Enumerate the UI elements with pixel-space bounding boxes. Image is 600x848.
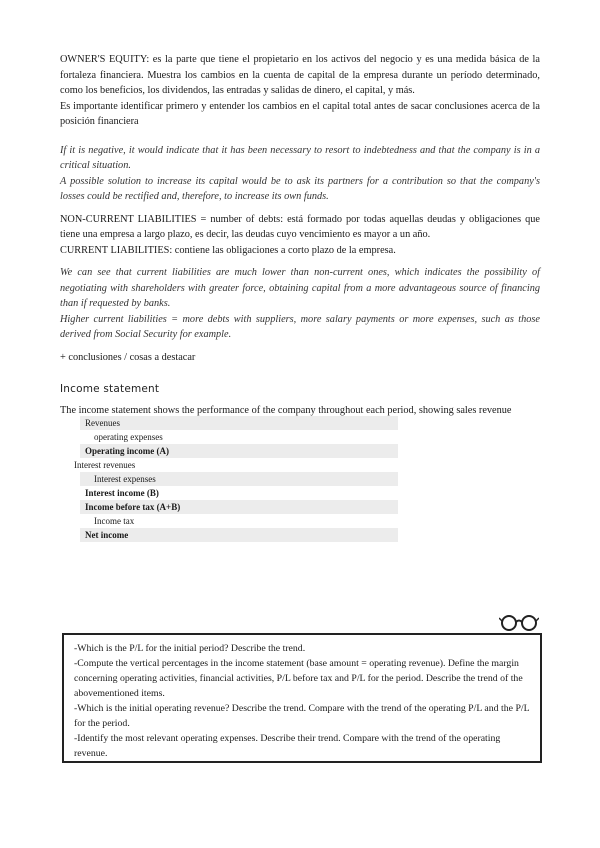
current-liabilities-observation: Higher current liabilities = more debts with suppliers, more salary payments or more expenses, such as those derived from Social Security for example.	[60, 313, 540, 340]
glasses-icon	[499, 612, 539, 632]
table-row-operating-expenses: operating expenses	[94, 432, 163, 442]
table-row-income-tax: Income tax	[94, 516, 135, 526]
negative-equity-note: If it is negative, it would indicate that it has been necessary to resort to indebtedness and that the company is in a critical situation.	[60, 144, 540, 171]
table-row-interest-income: Interest income (B)	[85, 488, 159, 498]
question-item: -Compute the vertical percentages in the income statement (base amount = operating revenue). Define the margin concerning operating activities, financial activities, P/L before tax and P/L for the period. Describe the trend of the abovementioned items.	[74, 658, 523, 699]
question-item: -Identify the most relevant operating expenses. Describe their trend. Compare with the trend of the operating revenue.	[74, 733, 501, 759]
table-row-net-income: Net income	[80, 528, 398, 542]
capital-solution-note: A possible solution to increase its capital would be to ask its partners for a contribution so that the company's losses could be rectified and, therefore, to increase its own funds.	[60, 175, 540, 202]
question-item: -Which is the P/L for the initial period? Describe the trend.	[74, 643, 306, 654]
questions-box	[62, 633, 542, 763]
income-statement-description: The income statement shows the performance of the company throughout each period, showing sales revenue	[60, 405, 512, 416]
document-body	[60, 52, 540, 419]
question-item: -Which is the initial operating revenue? Describe the trend. Compare with the trend of the operating P/L and the P/L for the period.	[74, 703, 530, 729]
income-statement-heading: Income statement	[60, 383, 160, 395]
income-statement-table	[74, 416, 398, 542]
table-row-operating-income: Operating income (A)	[80, 444, 398, 458]
table-row-interest-revenues: Interest revenues	[74, 460, 136, 470]
current-liabilities-definition: CURRENT LIABILITIES: contiene las obligaciones a corto plazo de la empresa.	[60, 244, 396, 256]
table-row-interest-expenses: Interest expenses	[80, 472, 398, 486]
table-row-income-before-tax: Income before tax (A+B)	[80, 500, 398, 514]
owners-equity-note: Es importante identificar primero y entender los cambios en el capital total antes de sacar conclusiones acerca de la posición financiera	[60, 100, 540, 127]
table-row-revenues: Revenues	[80, 416, 398, 430]
liabilities-observation: We can see that current liabilities are much lower than non-current ones, which indicates the possibility of negotiating with shareholders with greater force, obtaining capital from a more advantageous source of financing than if requested by banks.	[60, 267, 540, 309]
non-current-liabilities-definition: NON-CURRENT LIABILITIES = number of debts: está formado por todas aquellas deudas y obligaciones que tiene una empresa a largo plazo, es decir, las deudas cuyo vencimiento es mayor a un año.	[60, 213, 540, 240]
owners-equity-definition: OWNER'S EQUITY: es la parte que tiene el propietario en los activos del negocio y es una medida básica de la fortaleza financiera. Muestra los cambios en la cuenta de capital de la empresa durante un período determinado, como los beneficios, los dividendos, las entradas y salidas de dinero, el capital, y más.	[60, 54, 540, 96]
conclusions-note: + conclusiones / cosas a destacar	[60, 351, 196, 363]
